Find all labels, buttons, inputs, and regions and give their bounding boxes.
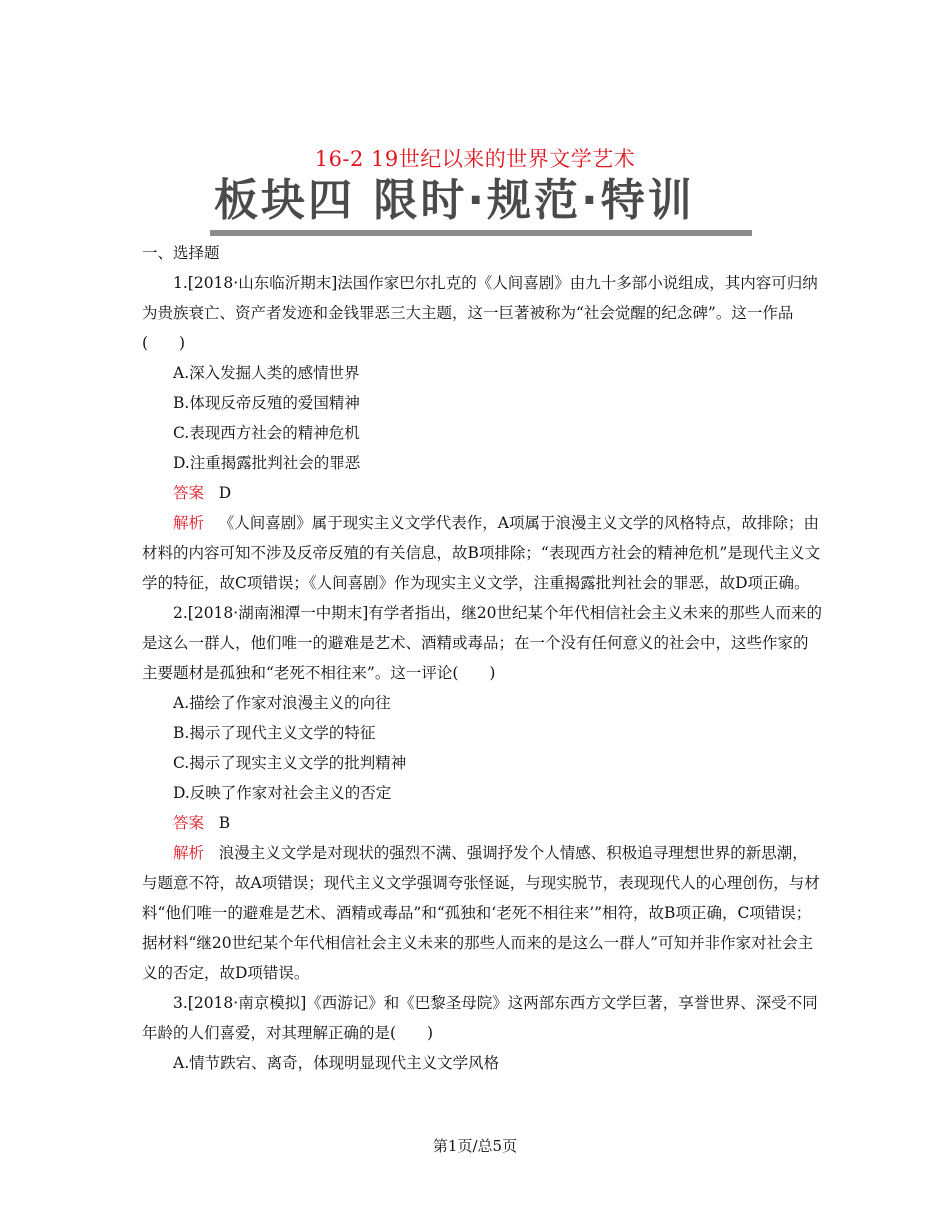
question-1-option-d: D.注重揭露批判社会的罪恶 [173, 454, 361, 472]
question-3-option-a: A.情节跌宕、离奇，体现明显现代主义文学风格 [173, 1054, 500, 1072]
answer-label: 答案 [173, 484, 205, 502]
analysis-label: 解析 [173, 514, 205, 532]
section-heading: 一、选择题 [142, 244, 220, 262]
question-1-option-b: B.体现反帝反殖的爱国精神 [173, 394, 360, 412]
question-1-analysis [142, 508, 822, 598]
question-content [142, 238, 822, 1078]
banner-text: 板块四 限时·规范·特训 [214, 175, 695, 226]
question-1-answer [142, 478, 822, 508]
question-3-stem: 3.[2018·南京模拟]《西游记》和《巴黎圣母院》这两部东西方文学巨著，享誉世界、深受不同年龄的人们喜爱，对其理解正确的是( ) [142, 994, 818, 1042]
answer-value: B [218, 814, 231, 832]
analysis-label: 解析 [173, 844, 205, 862]
analysis-text: 《人间喜剧》属于现实主义文学代表作，A项属于浪漫主义文学的风格特点，故排除；由材料的内容可知不涉及反帝反殖的有关信息，故B项排除；“表现西方社会的精神危机”是现代主义文学的特征，故C项错误；《人间喜剧》作为现实主义文学，注重揭露批判社会的罪恶，故D项正确。 [142, 514, 821, 592]
question-1-stem: 1.[2018·山东临沂期末]法国作家巴尔扎克的《人间喜剧》由九十多部小说组成，其内容可归纳为贵族衰亡、资产者发迹和金钱罪恶三大主题，这一巨著被称为“社会觉醒的纪念碑”。这一作品( ) [142, 274, 818, 352]
question-1-option-a: A.深入发掘人类的感情世界 [173, 364, 360, 382]
question-2-answer [142, 808, 822, 838]
question-1-option-c: C.表现西方社会的精神危机 [173, 424, 360, 442]
question-2-option-d: D.反映了作家对社会主义的否定 [173, 784, 392, 802]
question-2-option-a: A.描绘了作家对浪漫主义的向往 [173, 694, 391, 712]
question-2-analysis [142, 838, 822, 988]
question-2-option-b: B.揭示了现代主义文学的特征 [173, 724, 376, 742]
question-2-stem: 2.[2018·湖南湘潭一中期末]有学者指出，继20世纪某个年代相信社会主义未来的那些人而来的是这么一群人，他们唯一的避难是艺术、酒精或毒品；在一个没有任何意义的社会中，这些作家的主要题材是孤独和“老死不相往来”。这一评论( ) [142, 604, 822, 682]
answer-value: D [218, 484, 232, 502]
analysis-text: 浪漫主义文学是对现状的强烈不满、强调抒发个人情感、积极追寻理想世界的新思潮，与题意不符，故A项错误；现代主义文学强调夸张怪诞，与现实脱节，表现现代人的心理创伤，与材料“他们唯一的避难是艺术、酒精或毒品”和“孤独和‘老死不相往来’”相符，故B项正确，C项错误；据材料“继20世纪某个年代相信社会主义未来的那些人而来的是这么一群人”可知并非作家对社会主义的否定，故D项错误。 [142, 844, 820, 982]
answer-label: 答案 [173, 814, 205, 832]
document-title: 16-2 19世纪以来的世界文学艺术 [314, 147, 636, 171]
banner-underline [210, 230, 752, 236]
question-2-option-c: C.揭示了现实主义文学的批判精神 [173, 754, 407, 772]
section-banner [210, 175, 752, 237]
page-number: 第1页/总5页 [432, 1137, 518, 1155]
